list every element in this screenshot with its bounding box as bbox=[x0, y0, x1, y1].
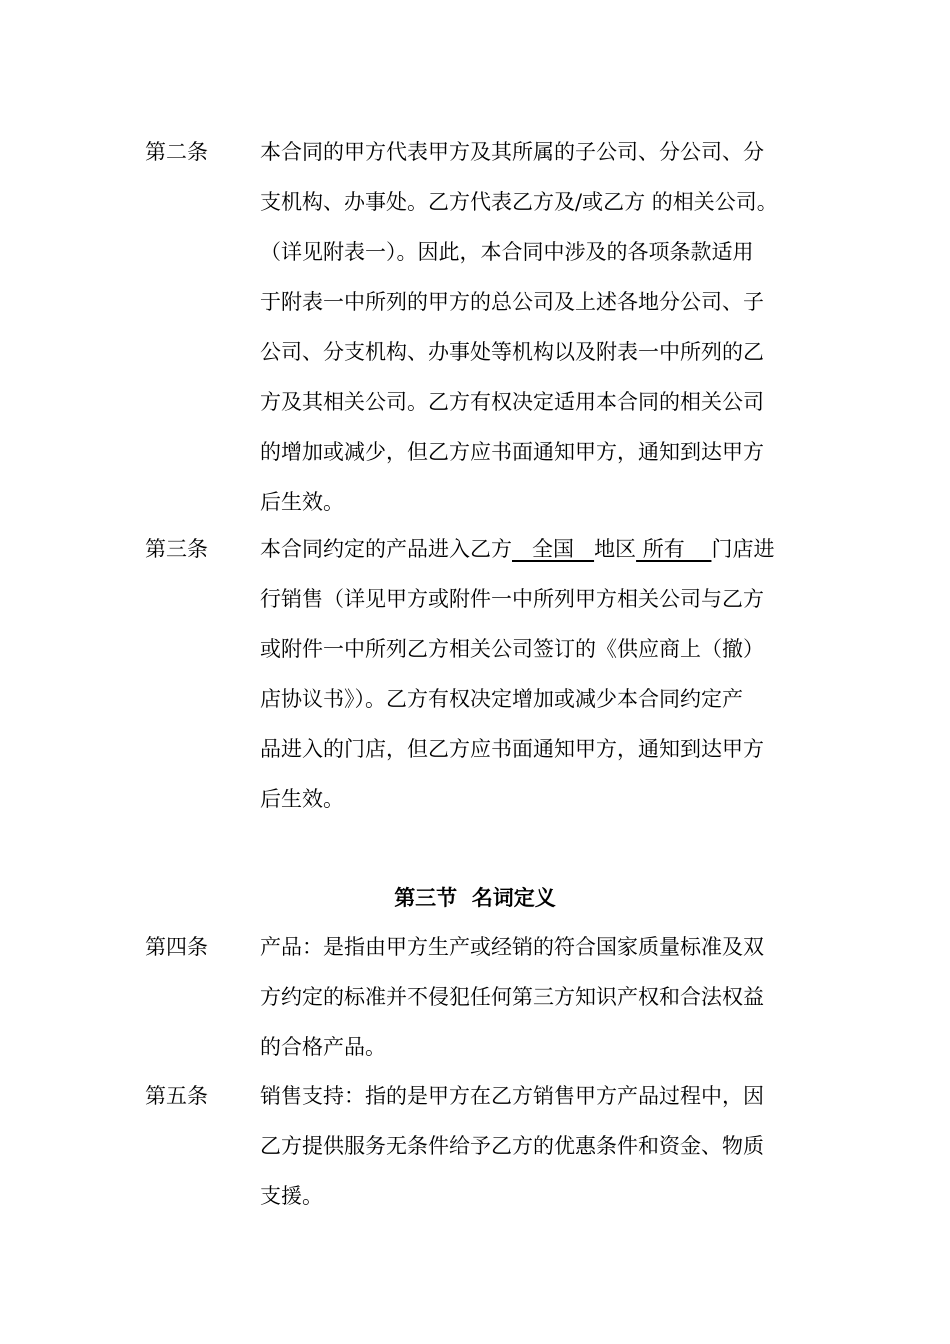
article-body bbox=[260, 1071, 820, 1221]
article-body bbox=[260, 127, 820, 527]
article-label: 第二条 bbox=[145, 140, 208, 164]
article-body bbox=[260, 922, 820, 1072]
text-segment: 地区 bbox=[594, 537, 637, 561]
stores-fill-in: 所有 bbox=[636, 537, 712, 561]
text-line: 销售支持：指的是甲方在乙方销售甲方产品过程中，因 bbox=[260, 1084, 764, 1108]
text-line: 的合格产品。 bbox=[260, 1035, 386, 1059]
article-body bbox=[260, 524, 820, 824]
text-line: 于附表一中所列的甲方的总公司及上述各地分公司、子 bbox=[260, 290, 764, 314]
text-line: 的增加或减少，但乙方应书面通知甲方，通知到达甲方 bbox=[260, 440, 764, 464]
text-line: 产品：是指由甲方生产或经销的符合国家质量标准及双 bbox=[260, 935, 764, 959]
text-line: 方约定的标准并不侵犯任何第三方知识产权和合法权益 bbox=[260, 985, 764, 1009]
text-line: 本合同的甲方代表甲方及其所属的子公司、分公司、分 bbox=[260, 140, 764, 164]
text-line bbox=[260, 524, 820, 574]
text-line: 乙方提供服务无条件给予乙方的优惠条件和资金、物质 bbox=[260, 1134, 764, 1158]
text-line: 品进入的门店，但乙方应书面通知甲方，通知到达甲方 bbox=[260, 737, 764, 761]
text-line: （详见附表一）。因此，本合同中涉及的各项条款适用 bbox=[260, 240, 754, 264]
article-label: 第三条 bbox=[145, 537, 208, 561]
article-label: 第四条 bbox=[145, 935, 208, 959]
article-label: 第五条 bbox=[145, 1084, 208, 1108]
section-title: 第三节 名词定义 bbox=[394, 885, 556, 910]
text-line: 后生效。 bbox=[260, 787, 344, 811]
text-line: 支援。 bbox=[260, 1184, 323, 1208]
text-segment: 门店进 bbox=[711, 537, 775, 561]
text-line: 店协议书》）。乙方有权决定增加或减少本合同约定产 bbox=[260, 687, 743, 711]
text-segment: 本合同约定的产品进入乙方 bbox=[260, 537, 512, 561]
text-line: 方及其相关公司。乙方有权决定适用本合同的相关公司 bbox=[260, 390, 764, 414]
region-fill-in: 全国 bbox=[512, 537, 595, 561]
text-line: 公司、分支机构、办事处等机构以及附表一中所列的乙 bbox=[260, 340, 764, 364]
text-line: 或附件一中所列乙方相关公司签订的《供应商上（撤） bbox=[260, 637, 764, 661]
text-line: 行销售（详见甲方或附件一中所列甲方相关公司与乙方 bbox=[260, 587, 764, 611]
text-line: 支机构、办事处。乙方代表乙方及/或乙方 的相关公司。 bbox=[260, 190, 778, 214]
text-line: 后生效。 bbox=[260, 490, 344, 514]
